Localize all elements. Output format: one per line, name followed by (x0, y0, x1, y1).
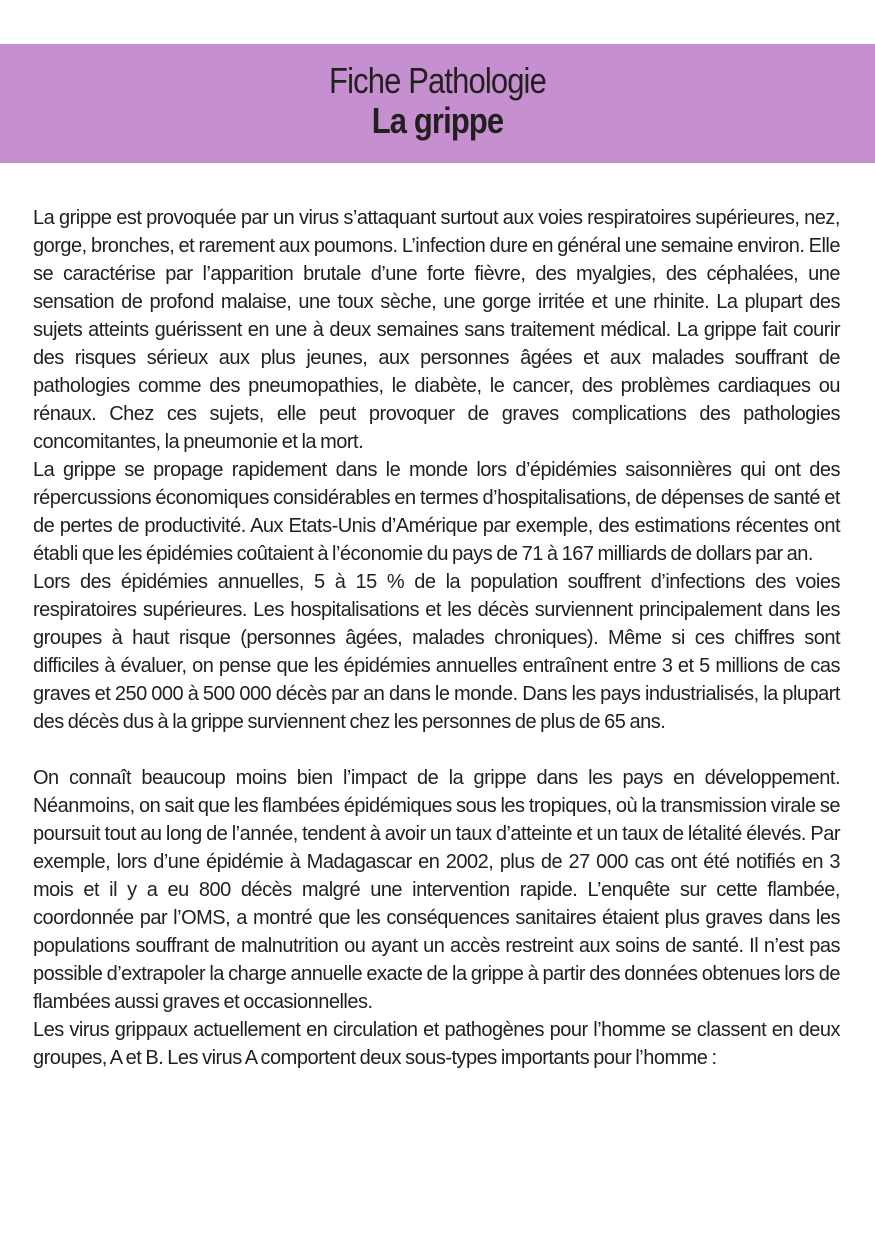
paragraph-economic-impact: La grippe se propage rapidement dans le monde lors d’épidémies saisonnières qui ont des répercussions économiques considérables en termes d’hospitalisations, de dépenses de santé et de pertes de productivité. Aux Etats-Unis d’Amérique par exemple, des estimations récentes ont établi que les épidémies coûtaient à l’économie du pays de 71 à 167 milliards de dollars par an. (33, 459, 840, 565)
document-subtitle: La grippe (371, 100, 504, 141)
paragraph-annual-epidemics: Lors des épidémies annuelles, 5 à 15 % de la population souffrent d’infections des voies respiratoires supérieures. Les hospitalisations et les décès surviennent principalement dans les groupes à haut risque (personnes âgées, malades chroniques). Même si ces chiffres sont difficiles à évaluer, on pense que les épidémies annuelles entraînent entre 3 et 5 millions de cas graves et 250 000 à 500 000 décès par an dans le monde. Dans les pays industrialisés, la plupart des décès dus à la grippe surviennent chez les personnes de plus de 65 ans. (33, 571, 840, 733)
document-title: Fiche Pathologie (329, 60, 546, 101)
body-text (33, 204, 840, 1072)
paragraph-symptoms: La grippe est provoquée par un virus s’attaquant surtout aux voies respiratoires supérieures, nez, gorge, bronches, et rarement aux poumons. L’infection dure en général une semaine environ. Elle se caractérise par l’apparition brutale d’une forte fièvre, des myalgies, des céphalées, une sensation de profond malaise, une toux sèche, une gorge irritée et une rhinite. La plupart des sujets atteints guérissent en une à deux semaines sans traitement médical. La grippe fait courir des risques sérieux aux plus jeunes, aux personnes âgées et aux malades souffrant de pathologies comme des pneumopathies, le diabète, le cancer, des problèmes cardiaques ou rénaux. Chez ces sujets, elle peut provoquer de graves complications des pathologies concomitantes, la pneumonie et la mort. (33, 207, 840, 453)
title-banner (0, 44, 875, 163)
paragraph-developing-countries: On connaît beaucoup moins bien l’impact de la grippe dans les pays en développement. Néanmoins, on sait que les flambées épidémiques sous les tropiques, où la transmission virale se poursuit tout au long de l’année, tendent à avoir un taux d’atteinte et un taux de létalité élevés. Par exemple, lors d’une épidémie à Madagascar en 2002, plus de 27 000 cas ont été notifiés en 3 mois et il y a eu 800 décès malgré une intervention rapide. L’enquête sur cette flambée, coordonnée par l’OMS, a montré que les conséquences sanitaires étaient plus graves dans les populations souffrant de malnutrition ou ayant un accès restreint aux soins de santé. Il n’est pas possible d’extrapoler la charge annuelle exacte de la grippe à partir des données obtenues lors de flambées aussi graves et occasionnelles. (33, 767, 840, 1013)
paragraph-virus-types: Les virus grippaux actuellement en circulation et pathogènes pour l’homme se classent en deux groupes, A et B. Les virus A comportent deux sous-types importants pour l’homme : (33, 1019, 840, 1069)
